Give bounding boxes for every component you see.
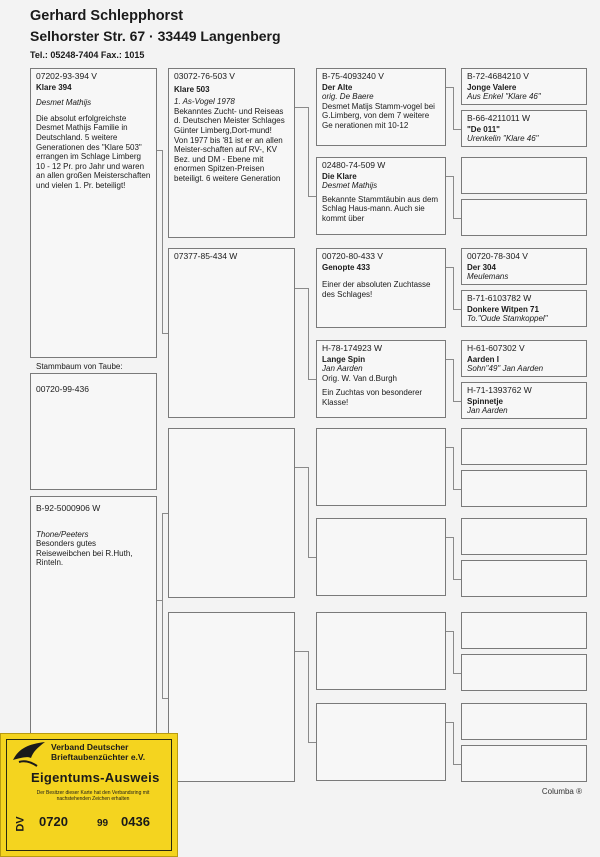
connector	[162, 513, 168, 514]
ds-card	[168, 428, 295, 598]
connector	[295, 107, 308, 108]
dam-text: Besonders gutes Reiseweibchen bei R.Huth, Rinteln.	[36, 539, 133, 568]
g8-card	[461, 382, 587, 419]
ownership-card-num1: 0720	[39, 814, 68, 829]
dam-card	[30, 496, 157, 736]
connector	[453, 447, 454, 489]
ownership-card-title: Eigentums-Ausweis	[31, 770, 160, 785]
ownership-card-org-line2: Brieftaubenzüchter e.V.	[51, 752, 146, 762]
g1-card	[461, 68, 587, 105]
g5-line: Meulemans	[467, 272, 509, 282]
dd-card	[168, 612, 295, 782]
sdd-text1: Orig. W. Van d.Burgh	[322, 373, 397, 383]
connector	[308, 742, 316, 743]
sss-card	[316, 68, 446, 146]
g9-card	[461, 428, 587, 465]
g8-ring: H-71-1393762 W	[467, 385, 532, 395]
g2-line: Urenkelin "Klare 46"	[467, 134, 539, 144]
connector	[453, 673, 461, 674]
sdd-ring: H-78-174923 W	[322, 343, 383, 353]
connector	[295, 288, 308, 289]
ssd-card	[316, 157, 446, 235]
ownership-card-note: Der Besitzer dieser Karte hat den Verbandsring mit nachstehenden Zeichen erhalten	[36, 790, 150, 802]
connector	[453, 309, 461, 310]
pigeon-logo-icon	[11, 740, 47, 768]
connector	[453, 631, 454, 673]
connector	[162, 698, 168, 699]
sire-card	[30, 68, 157, 358]
connector	[446, 537, 453, 538]
g6-line: To."Oude Stamkoppel"	[467, 314, 548, 324]
connector	[453, 579, 461, 580]
sdd-card	[316, 340, 446, 418]
connector	[453, 401, 461, 402]
footer-brand: Columba ®	[541, 787, 582, 796]
connector	[453, 267, 454, 309]
connector	[162, 513, 163, 698]
connector	[308, 651, 309, 742]
g2-ring: B-66-4211011 W	[467, 113, 530, 123]
connector	[453, 87, 454, 129]
g13-card	[461, 612, 587, 649]
breeder-name: Gerhard Schlepphorst	[30, 8, 184, 24]
g8-line: Jan Aarden	[467, 406, 508, 416]
g2-card	[461, 110, 587, 147]
connector	[453, 218, 461, 219]
sss-line: orig. De Baere	[322, 92, 374, 102]
g10-card	[461, 470, 587, 507]
g7-name: Aarden I	[467, 354, 500, 364]
ownership-card	[0, 733, 178, 857]
connector	[446, 176, 453, 177]
ssd-ring: 02480-74-509 W	[322, 160, 386, 170]
connector	[308, 557, 316, 558]
g11-card	[461, 518, 587, 555]
connector	[295, 467, 308, 468]
g7-line: Sohn"49" Jan Aarden	[467, 364, 544, 374]
connector	[453, 176, 454, 218]
dsd-card	[316, 518, 446, 596]
g14-card	[461, 654, 587, 691]
g1-name: Jonge Valere	[467, 82, 517, 92]
connector	[308, 288, 309, 379]
g5-name: Der 304	[467, 262, 496, 272]
g1-ring: B-72-4684210 V	[467, 71, 529, 81]
pedigree-label: Stammbaum von Taube:	[36, 362, 123, 371]
connector	[308, 196, 316, 197]
dam-ring: B-92-5000906 W	[36, 503, 101, 513]
sds-card	[316, 248, 446, 328]
ss-text2: Von 1977 bis '81 ist er an allen Meister-schaften auf RV-, KV Bez. und DM - Ebene mit enormen Spitzen-Preisen beteiligt. 6 weitere Generation	[174, 135, 283, 183]
sss-name: Der Alte	[322, 82, 353, 92]
connector	[446, 359, 453, 360]
connector	[446, 267, 453, 268]
sire-name: Klare 394	[36, 82, 72, 92]
connector	[308, 467, 309, 557]
breeder-address: Selhorster Str. 67 · 33449 Langenberg	[30, 28, 281, 44]
g1-line: Aus Enkel "Klare 46"	[467, 92, 541, 102]
ss-name: Klare 503	[174, 84, 210, 94]
sds-ring: 00720-80-433 V	[322, 251, 383, 261]
g2-name: "De 011"	[467, 124, 500, 134]
g15-card	[461, 703, 587, 740]
connector	[453, 722, 454, 764]
ss-ring: 03072-76-503 V	[174, 71, 235, 81]
g6-name: Donkere Witpen 71	[467, 304, 539, 314]
ownership-card-num3: 0436	[121, 814, 150, 829]
connector	[446, 87, 453, 88]
ssd-text: Bekannte Stammtäubin aus dem Schlag Haus-mann. Auch sie kommt über	[322, 194, 439, 223]
g5-card	[461, 248, 587, 285]
connector	[453, 359, 454, 401]
sire-line: Desmet Mathijs	[36, 98, 92, 108]
dam-line: Thone/Peeters	[36, 529, 89, 539]
sss-ring: B-75-4093240 V	[322, 71, 384, 81]
connector	[295, 651, 308, 652]
ownership-card-num2: 99	[97, 818, 109, 829]
sds-text: Einer der absoluten Zuchtasse des Schlages!	[322, 280, 431, 299]
sire-ring: 07202-93-394 V	[36, 71, 97, 81]
ss-title: 1. As-Vogel 1978	[174, 97, 235, 107]
g3-card	[461, 157, 587, 194]
g7-ring: H-61-607302 V	[467, 343, 525, 353]
connector	[162, 150, 163, 333]
sdd-name: Lange Spin	[322, 354, 366, 364]
connector	[308, 379, 316, 380]
g16-card	[461, 745, 587, 782]
connector	[453, 764, 461, 765]
connector	[446, 722, 453, 723]
g7-card	[461, 340, 587, 377]
connector	[453, 489, 461, 490]
sds-name: Genopte 433	[322, 262, 371, 272]
sdd-line: Jan Aarden	[322, 364, 363, 374]
g5-ring: 00720-78-304 V	[467, 251, 528, 261]
connector	[453, 129, 461, 130]
ssd-name: Die Klare	[322, 171, 357, 181]
subject-card	[30, 373, 157, 490]
sdd-text2: Ein Zuchtas von besonderer Klasse!	[322, 388, 423, 407]
g8-name: Spinnetje	[467, 396, 504, 406]
sire-text: Die absolut erfolgreichste Desmet Mathijs Familie in Deutschland. 5 weitere Generationen des "Klare 503" errangen im Schlage Limberg 10 - 12 Pr. pro Jahr und waren an allen großen Meisterschaften und vielen 1. Pr. beteiligt!	[36, 113, 151, 190]
connector	[446, 447, 453, 448]
ddd-card	[316, 703, 446, 781]
dss-card	[316, 428, 446, 506]
ownership-card-org-line1: Verband Deutscher	[51, 742, 129, 752]
dds-card	[316, 612, 446, 690]
ssd-line: Desmet Mathijs	[322, 181, 378, 191]
g4-card	[461, 199, 587, 236]
sd-card	[168, 248, 295, 418]
sss-text: Desmet Matijs Stamm-vogel bei G.Limberg, von dem 7 weitere Ge nerationen mit 10-12	[322, 101, 435, 130]
connector	[446, 631, 453, 632]
connector	[308, 107, 309, 197]
ss-text1: Bekanntes Zucht- und Reiseas d. Deutschen Meister Schlages Günter Limberg,Dort-mund!	[174, 106, 285, 135]
subject-ring: 00720-99-436	[36, 384, 89, 394]
g12-card	[461, 560, 587, 597]
ss-card	[168, 68, 295, 238]
g6-ring: B-71-6103782 W	[467, 293, 532, 303]
g6-card	[461, 290, 587, 327]
ownership-card-org	[51, 742, 145, 762]
connector	[453, 537, 454, 579]
sd-ring: 07377-85-434 W	[174, 251, 238, 261]
ownership-card-dv: DV	[14, 816, 27, 832]
connector	[162, 333, 168, 334]
breeder-phone: Tel.: 05248-7404 Fax.: 1015	[30, 50, 145, 60]
